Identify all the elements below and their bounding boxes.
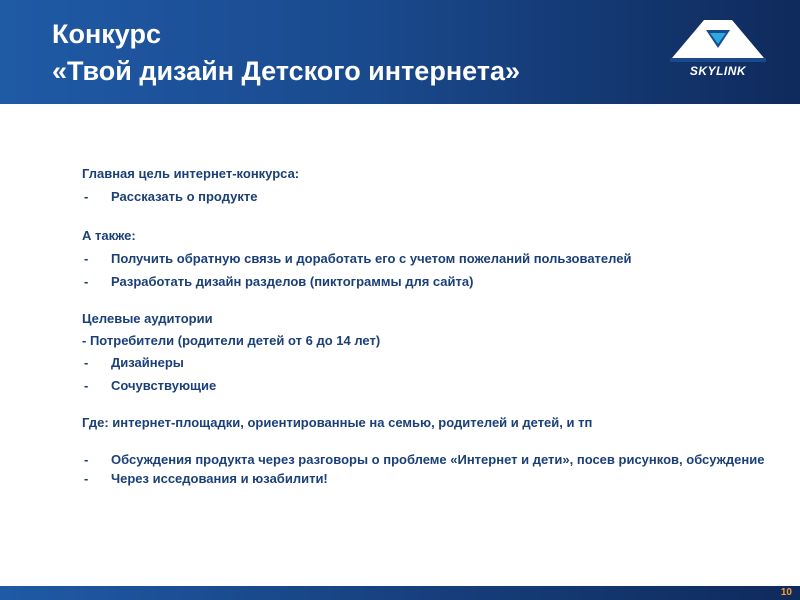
header-bar xyxy=(0,0,800,104)
list-item-text: Дизайнеры xyxy=(111,355,184,370)
list-item xyxy=(82,451,772,468)
also-title: А также: xyxy=(82,228,136,243)
list-item xyxy=(82,250,772,267)
bullet-dash: - xyxy=(84,355,89,370)
audience-title: Целевые аудитории xyxy=(82,311,213,326)
skylink-logo-icon xyxy=(670,18,766,64)
bullet-dash: - xyxy=(84,471,89,486)
list-item xyxy=(82,188,772,205)
page-number: 10 xyxy=(780,587,792,598)
slide-title xyxy=(52,16,520,90)
slide-content xyxy=(82,163,772,487)
list-item-text: Сочувствующие xyxy=(111,378,217,393)
bullet-dash: - xyxy=(84,189,89,204)
logo-text: SKYLINK xyxy=(689,64,747,78)
goal-title: Главная цель интернет-конкурса: xyxy=(82,166,300,181)
bullet-dash: - xyxy=(84,452,89,467)
title-line-1: Конкурс xyxy=(52,19,161,49)
list-item-text: Обсуждения продукта через разговоры о проблеме «Интернет и дети», посев рисунков, обсуждение xyxy=(111,452,765,467)
where-title: Где: интернет-площадки, ориентированные на семью, родителей и детей, и тп xyxy=(82,415,593,430)
audience-first-item: - Потребители (родители детей от 6 до 14 лет) xyxy=(82,333,381,348)
list-item xyxy=(82,273,772,290)
list-item xyxy=(82,377,772,394)
footer-bar xyxy=(0,586,800,600)
list-item-text: Разработать дизайн разделов (пиктограммы для сайта) xyxy=(111,274,474,289)
bullet-dash: - xyxy=(84,274,89,289)
list-item xyxy=(82,354,772,371)
title-line-2: «Твой дизайн Детского интернета» xyxy=(52,56,521,86)
list-item-text: Получить обратную связь и доработать его с учетом пожеланий пользователей xyxy=(111,251,632,266)
list-item-text: Через исседования и юзабилити! xyxy=(111,471,328,486)
list-item-text: Рассказать о продукте xyxy=(111,189,258,204)
bullet-dash: - xyxy=(84,251,89,266)
skylink-logo xyxy=(670,18,766,80)
bullet-dash: - xyxy=(84,378,89,393)
list-item xyxy=(82,470,772,487)
